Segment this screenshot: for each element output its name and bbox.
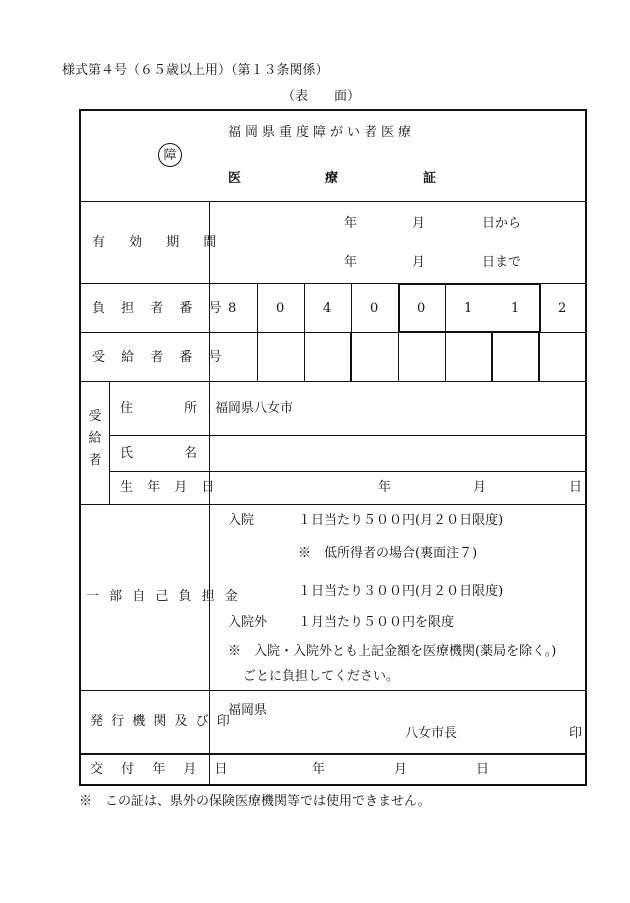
outpatient-label: 入院外 xyxy=(228,615,268,630)
birth-day: 日 xyxy=(569,480,583,495)
validity-from-day: 日から xyxy=(482,216,522,231)
inpatient-label: 入院 xyxy=(228,513,255,528)
birth-label: 生 年 月 日 xyxy=(120,480,220,495)
issue-month: 月 xyxy=(394,762,408,777)
issue-year: 年 xyxy=(312,762,326,777)
outpatient-amount: １月当たり５００円を限度 xyxy=(298,615,455,630)
validity-label: 有 効 期 間 xyxy=(92,235,227,250)
validity-to-year: 年 xyxy=(344,255,358,270)
birth-month: 月 xyxy=(473,480,487,495)
title-char-2: 療 xyxy=(325,171,339,186)
copay-label: 一 部 自 己 負 担 金 xyxy=(86,589,241,604)
burden-digit-4: 0 xyxy=(370,301,379,316)
address-label-2: 所 xyxy=(184,401,198,416)
burden-digit-3: 4 xyxy=(323,301,332,316)
address-label-1: 住 xyxy=(120,401,134,416)
title-line1: 福岡県重度障がい者医療 xyxy=(228,125,416,140)
burden-digit-2: 0 xyxy=(276,301,285,316)
burden-digit-8: 2 xyxy=(558,301,567,316)
address-value: 福岡県八女市 xyxy=(215,401,294,416)
issuer-mayor: 八女市長 xyxy=(405,726,458,741)
copay-note-line2: ごとに負担してください。 xyxy=(243,669,400,684)
low-income-note: ※ 低所得者の場合(裏面注７) xyxy=(298,546,478,561)
issuer-label: 発 行 機 関 及 び 印 xyxy=(90,714,232,729)
low-income-amount: １日当たり３００円(月２０日限度) xyxy=(298,584,504,599)
issuer-prefecture: 福岡県 xyxy=(228,703,268,718)
footer-note: ※ この証は、県外の保険医療機関等では使用できません。 xyxy=(79,794,431,809)
copay-note-line1: ※ 入院・入院外とも上記金額を医療機関(薬局を除く。) xyxy=(228,644,557,659)
issue-day: 日 xyxy=(476,762,490,777)
inpatient-amount: １日当たり５００円(月２０日限度) xyxy=(298,513,504,528)
name-label-2: 名 xyxy=(184,446,198,461)
disability-seal-icon: 障 xyxy=(158,143,182,167)
burden-number-label: 負 担 者 番 号 xyxy=(92,301,228,316)
issuer-seal: 印 xyxy=(569,726,583,741)
side-label: （表 面） xyxy=(282,89,361,104)
name-label-1: 氏 xyxy=(120,446,134,461)
validity-to-day: 日まで xyxy=(482,255,522,270)
validity-from-year: 年 xyxy=(344,216,358,231)
form-label: 様式第４号（６５歳以上用）（第１３条関係） xyxy=(62,63,329,78)
burden-digit-1: 8 xyxy=(228,301,237,316)
title-char-3: 証 xyxy=(423,171,437,186)
birth-year: 年 xyxy=(378,480,392,495)
recipient-group-label: 受 給 者 xyxy=(88,409,102,468)
recipient-number-label: 受 給 者 番 号 xyxy=(92,350,228,365)
burden-digit-5: 0 xyxy=(417,301,426,316)
validity-from-month: 月 xyxy=(412,216,426,231)
title-char-1: 医 xyxy=(228,171,242,186)
issue-date-label: 交 付 年 月 日 xyxy=(90,762,235,777)
burden-digit-7: 1 xyxy=(511,301,520,316)
burden-digit-6: 1 xyxy=(464,301,473,316)
validity-to-month: 月 xyxy=(412,255,426,270)
